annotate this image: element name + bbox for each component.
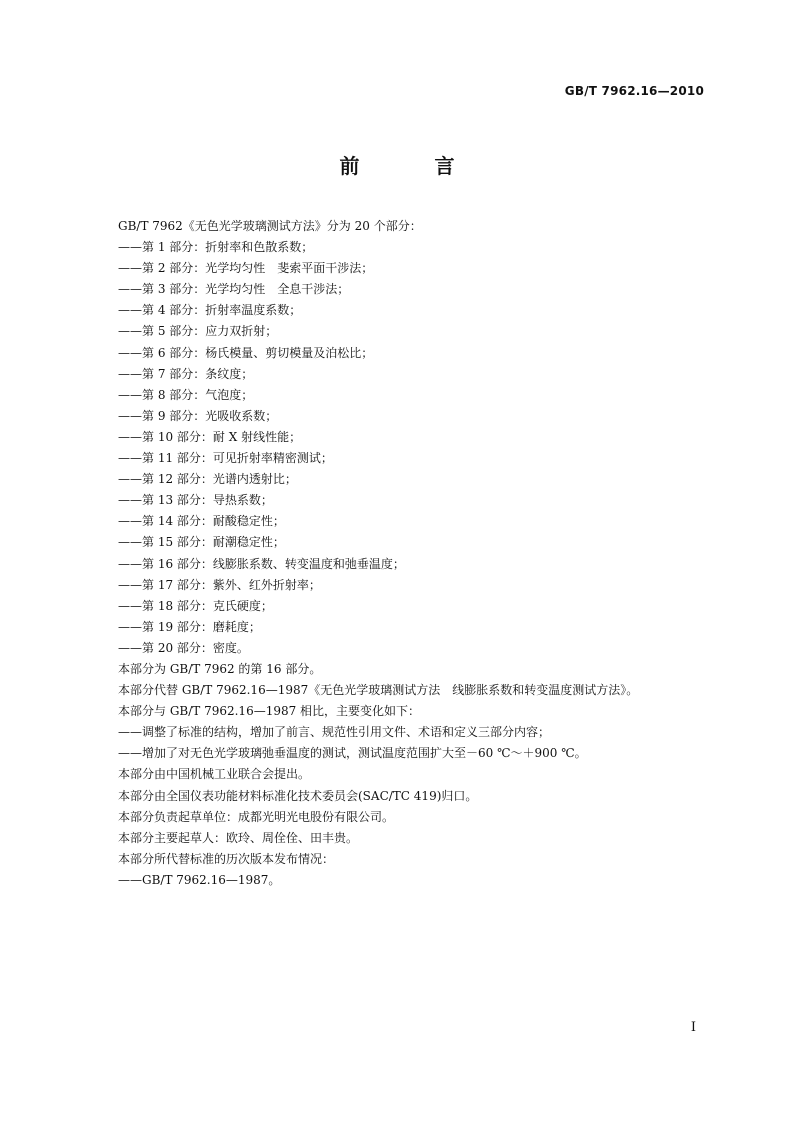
foreword-body: [118, 216, 718, 891]
part-list-item: ——第 19 部分：磨耗度；: [118, 619, 261, 634]
part-list-item: ——第 15 部分：耐潮稳定性；: [118, 535, 285, 550]
part-list-item: ——第 17 部分：紫外、红外折射率；: [118, 577, 321, 592]
part-list-item: ——第 8 部分：气泡度；: [118, 387, 254, 402]
change-list-item: ——调整了标准的结构，增加了前言、规范性引用文件、术语和定义三部分内容；: [118, 725, 551, 740]
part-list-item: ——第 5 部分：应力双折射；: [118, 324, 278, 339]
body-line: 本部分与 GB/T 7962.16—1987 相比，主要变化如下：: [118, 704, 421, 719]
part-list-item: ——第 18 部分：克氏硬度；: [118, 598, 273, 613]
body-line: 本部分主要起草人：欧玲、周佺佺、田丰贵。: [118, 830, 359, 845]
body-line: 本部分由中国机械工业联合会提出。: [118, 767, 311, 782]
part-list-item: ——第 14 部分：耐酸稳定性；: [118, 514, 285, 529]
part-list-item: ——第 16 部分：线膨胀系数、转变温度和弛垂温度；: [118, 556, 405, 571]
page-title: 前 言: [339, 154, 489, 178]
body-line: 本部分所代替标准的历次版本发布情况：: [118, 851, 335, 866]
part-list-item: ——第 4 部分：折射率温度系数；: [118, 303, 302, 318]
part-list-item: ——第 7 部分：条纹度；: [118, 366, 254, 381]
history-list-item: ——GB/T 7962.16—1987。: [118, 872, 281, 887]
part-list-item: ——第 11 部分：可见折射率精密测试；: [118, 451, 333, 466]
part-list-item: ——第 10 部分：耐 X 射线性能；: [118, 429, 302, 444]
body-line: GB/T 7962《无色光学玻璃测试方法》分为 20 个部分：: [118, 219, 422, 233]
part-list-item: ——第 12 部分：光谱内透射比；: [118, 472, 297, 487]
body-line: 本部分负责起草单位：成都光明光电股份有限公司。: [118, 809, 395, 824]
part-list-item: ——第 13 部分：导热系数；: [118, 493, 273, 508]
part-list-item: ——第 1 部分：折射率和色散系数；: [118, 240, 314, 255]
change-list-item: ——增加了对无色光学玻璃弛垂温度的测试，测试温度范围扩大至－60 ℃～＋900 ℃。: [118, 746, 587, 761]
part-list-item: ——第 2 部分：光学均匀性 斐索平面干涉法；: [118, 261, 374, 276]
body-line: 本部分由全国仪表功能材料标准化技术委员会(SAC/TC 419)归口。: [118, 788, 478, 803]
part-list-item: ——第 3 部分：光学均匀性 全息干涉法；: [118, 282, 350, 297]
body-line: 本部分代替 GB/T 7962.16—1987《无色光学玻璃测试方法 线膨胀系数和转变温度测试方法》。: [118, 683, 639, 698]
part-list-item: ——第 9 部分：光吸收系数；: [118, 408, 278, 423]
body-line: 本部分为 GB/T 7962 的第 16 部分。: [118, 661, 322, 676]
part-list-item: ——第 6 部分：杨氏模量、剪切模量及泊松比；: [118, 345, 374, 360]
standard-number: GB/T 7962.16—2010: [564, 84, 704, 98]
part-list-item: ——第 20 部分：密度。: [118, 640, 249, 655]
page-number: I: [690, 1020, 696, 1035]
